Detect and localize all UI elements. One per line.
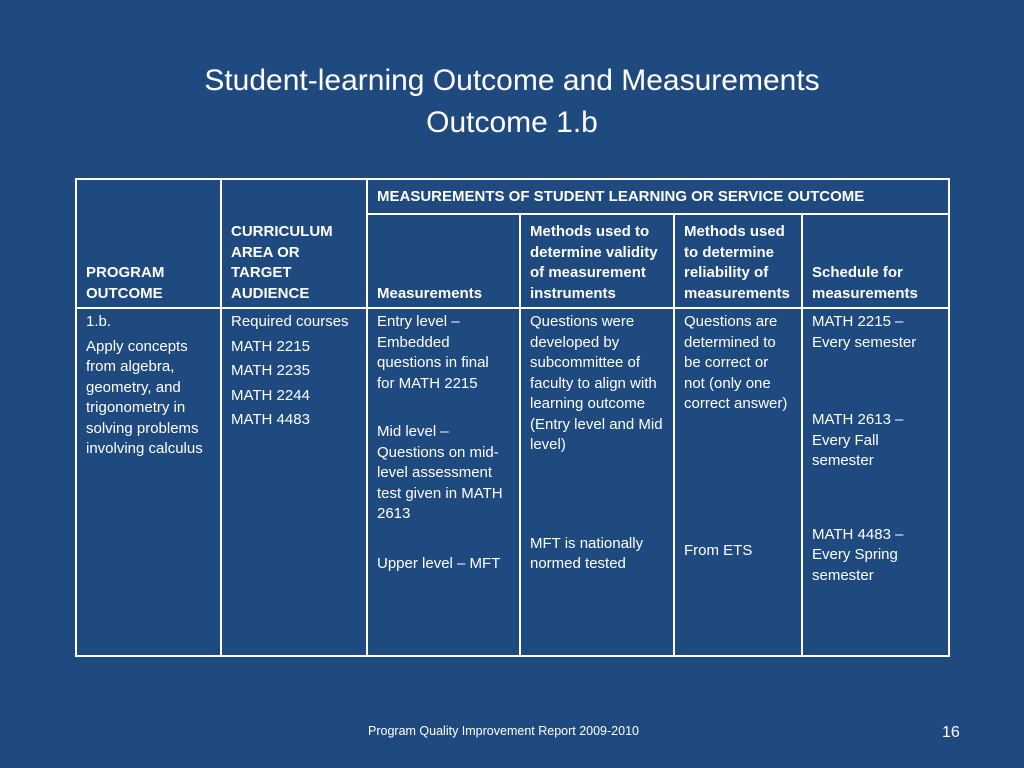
header-schedule: Schedule for measurements [802, 214, 949, 308]
curriculum-heading: Required courses [231, 313, 349, 330]
outcome-code: 1.b. [86, 313, 112, 330]
header-validity: Methods used to determine validity of measurement instruments [520, 214, 674, 308]
reliability-upper: From ETS [684, 541, 753, 559]
page-number: 16 [942, 724, 960, 741]
measurement-upper: Upper level – MFT [377, 554, 501, 572]
title-line-2: Outcome 1.b [426, 106, 598, 139]
slide-title [0, 60, 1024, 144]
outcome-text: Apply concepts from algebra, geometry, and trigonometry in solving problems involving calculus [86, 337, 203, 457]
cell-validity [520, 308, 674, 656]
course-item: MATH 2235 [231, 362, 310, 379]
course-item: MATH 2215 [231, 337, 310, 355]
measurement-entry: Entry level – Embedded questions in final for MATH 2215 [377, 313, 489, 392]
cell-program-outcome [76, 308, 221, 656]
schedule-item: MATH 4483 – Every Spring semester [812, 525, 904, 584]
measurement-mid: Mid level – Questions on mid-level assessment test given in MATH 2613 [377, 423, 503, 522]
cell-schedule [802, 308, 949, 656]
cell-curriculum [221, 308, 367, 656]
course-item: MATH 4483 [231, 411, 310, 428]
reliability-main: Questions are determined to be correct or not (only one correct answer) [684, 313, 788, 412]
validity-upper: MFT is nationally normed tested [530, 534, 644, 572]
course-item: MATH 2244 [231, 386, 310, 404]
cell-reliability [674, 308, 802, 656]
header-measurements: Measurements [367, 214, 520, 308]
outcome-measurements-table [75, 178, 950, 657]
title-line-1: Student-learning Outcome and Measurements [204, 64, 820, 97]
schedule-item: MATH 2215 – Every semester [812, 313, 917, 351]
header-reliability: Methods used to determine reliability of measurements [674, 214, 802, 308]
header-measurements-group: MEASUREMENTS OF STUDENT LEARNING OR SERVICE OUTCOME [367, 179, 949, 214]
slide-footer: Program Quality Improvement Report 2009-2010 [368, 724, 639, 738]
header-curriculum: CURRICULUM AREA OR TARGET AUDIENCE [221, 179, 367, 308]
validity-main: Questions were developed by subcommittee of faculty to align with learning outcome (Entry level and Mid level) [530, 313, 663, 453]
schedule-item: MATH 2613 – Every Fall semester [812, 411, 904, 469]
cell-measurements [367, 308, 520, 656]
header-program-outcome: PROGRAM OUTCOME [76, 179, 221, 308]
